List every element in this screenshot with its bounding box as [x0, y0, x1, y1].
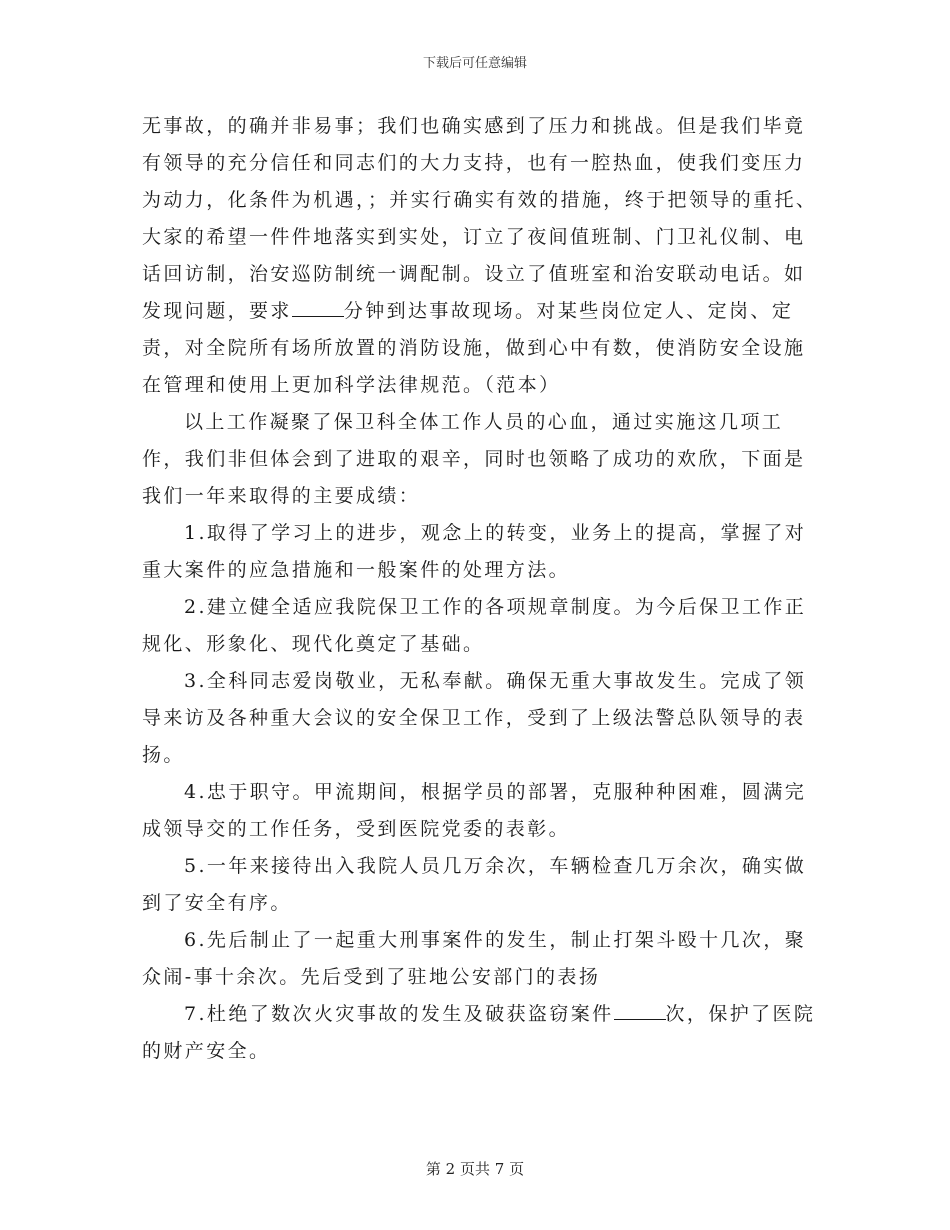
- paragraph-1-text-b: 分钟到达事故现场。对某些岗位定人、定岗、定责，对全院所有场所放置的消防设施，做到心中有数，使消防安全设施在管理和使用上更加科学法律规范。（范本）: [142, 300, 806, 396]
- list-item: 5.一年来接待出入我院人员几万余次，车辆检查几万余次，确实做到了安全有序。: [142, 855, 807, 914]
- list-item-7: [142, 996, 822, 1070]
- list-item-7-text-b: 次，保护了医院的财产安全。: [142, 1003, 816, 1062]
- fill-in-blank: [614, 1003, 666, 1020]
- list-item: 4.忠于职守。甲流期间，根据学员的部署，克服种种困难，圆满完成领导交的工作任务，受到医院党委的表彰。: [142, 781, 807, 840]
- fill-in-blank: [292, 300, 344, 317]
- paragraph-2: 以上工作凝聚了保卫科全体工作人员的心血，通过实施这几项工作，我们非但体会到了进取的艰辛，同时也领略了成功的欢欣，下面是我们一年来取得的主要成绩：: [142, 411, 806, 507]
- document-body: [142, 108, 822, 1070]
- paragraph-1-text-a: 无事故，的确并非易事；我们也确实感到了压力和挑战。但是我们毕竟有领导的充分信任和同志们的大力支持，也有一腔热血，使我们变压力为动力，化条件为机遇，；并实行确实有效的措施，终于把领导的重托、大家的希望一件件地落实到实处，订立了夜间值班制、门卫礼仪制、电话回访制，治安巡防制统一调配制。设立了值班室和治安联动电话。如发现问题，要求: [142, 115, 818, 322]
- list-item: 1.取得了学习上的进步，观念上的转变，业务上的提高，掌握了对重大案件的应急措施和一般案件的处理方法。: [142, 522, 807, 581]
- list-item-7-text-a: 7.杜绝了数次火灾事故的发生及破获盗窃案件: [184, 1003, 614, 1025]
- page-header: 下载后可任意编辑: [422, 56, 527, 71]
- list-item: 3.全科同志爱岗敬业，无私奉献。确保无重大事故发生。完成了领导来访及各种重大会议的安全保卫工作，受到了上级法警总队领导的表扬。: [142, 670, 807, 766]
- list-item: 2.建立健全适应我院保卫工作的各项规章制度。为今后保卫工作正规化、形象化、现代化奠定了基础。: [142, 596, 807, 655]
- page-number: 第 2 页共 7 页: [425, 1160, 525, 1178]
- list-item: 6.先后制止了一起重大刑事案件的发生，制止打架斗殴十几次，聚众闹-事十余次。先后受到了驻地公安部门的表扬: [142, 929, 807, 988]
- paragraph-1: [142, 108, 822, 404]
